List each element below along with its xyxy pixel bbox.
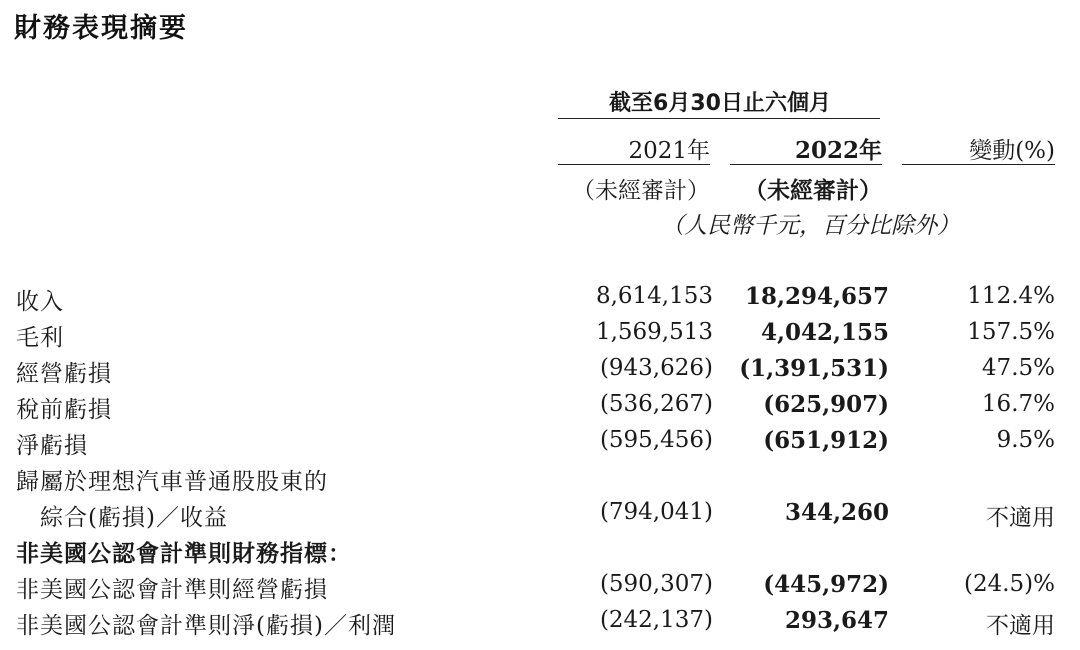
year-2021-header: 2021年	[628, 138, 710, 164]
value-change: 不適用	[986, 505, 1055, 531]
value-2022: 344,260	[784, 499, 889, 526]
table-row	[0, 355, 1080, 391]
value-2022: (445,972)	[763, 571, 889, 598]
table-row	[0, 499, 1080, 535]
table-row	[0, 463, 1080, 499]
section-heading-row	[0, 535, 1080, 571]
value-change: 157.5%	[967, 319, 1055, 345]
row-label: 稅前虧損	[16, 397, 112, 423]
row-label: 淨虧損	[16, 433, 88, 459]
table-row	[0, 283, 1080, 319]
row-label: 非美國公認會計準則經營虧損	[16, 577, 328, 603]
year-2022-header: 2022年	[794, 137, 882, 164]
value-change: (24.5)%	[963, 571, 1055, 597]
value-change: 9.5%	[996, 427, 1055, 453]
table-row	[0, 319, 1080, 355]
value-change: 16.7%	[981, 391, 1055, 417]
value-change: 47.5%	[981, 355, 1055, 381]
row-label: 歸屬於理想汽車普通股股東的	[16, 469, 328, 495]
year-2022-rule	[730, 164, 882, 165]
page-title: 財務表現摘要	[14, 13, 188, 44]
period-header: 截至6月30日止六個月	[609, 91, 831, 116]
value-2021: (242,137)	[599, 607, 713, 633]
row-label: 收入	[16, 289, 64, 315]
audit-note-2022: （未經審計）	[744, 177, 882, 204]
value-2022: (1,391,531)	[739, 355, 889, 382]
value-change: 112.4%	[967, 283, 1055, 309]
value-2022: 293,647	[784, 607, 889, 634]
value-2022: (625,907)	[763, 391, 889, 418]
value-2021: (595,456)	[599, 427, 713, 453]
year-2021-rule	[558, 164, 710, 165]
value-2021: 8,614,153	[595, 283, 713, 309]
table-row	[0, 571, 1080, 607]
audit-note-2021: （未經審計）	[572, 178, 710, 204]
table-row	[0, 427, 1080, 463]
row-label: 毛利	[16, 325, 64, 351]
table-row	[0, 391, 1080, 427]
unit-note: （人民幣千元，百分比除外）	[661, 213, 960, 239]
change-rule	[902, 164, 1055, 165]
value-2021: (943,626)	[599, 355, 713, 381]
value-2022: (651,912)	[763, 427, 889, 454]
row-label: 綜合(虧損)／收益	[40, 505, 228, 531]
value-2021: (536,267)	[599, 391, 713, 417]
value-2021: 1,569,513	[595, 319, 713, 345]
value-change: 不適用	[986, 613, 1055, 639]
value-2022: 4,042,155	[760, 319, 889, 346]
value-2021: (794,041)	[599, 499, 713, 525]
value-2021: (590,307)	[599, 571, 713, 597]
section-heading: 非美國公認會計準則財務指標：	[16, 541, 352, 567]
row-label: 非美國公認會計準則淨(虧損)／利潤	[16, 613, 396, 639]
change-header: 變動(%)	[969, 138, 1055, 164]
value-2022: 18,294,657	[744, 283, 889, 310]
row-label: 經營虧損	[16, 361, 112, 387]
period-rule	[558, 118, 880, 119]
table-row	[0, 607, 1080, 643]
